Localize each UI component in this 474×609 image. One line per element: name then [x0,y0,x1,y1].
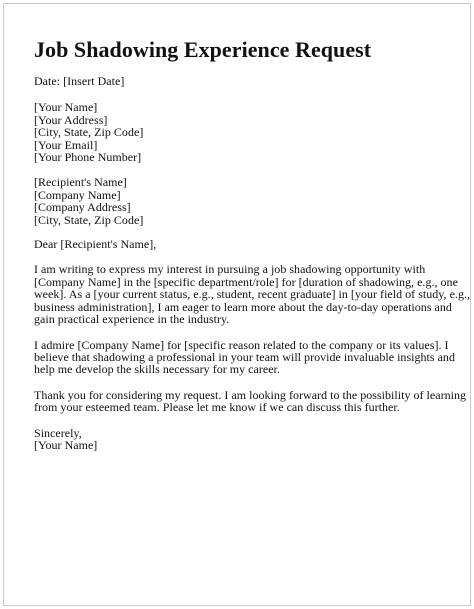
body-line: week]. As a [your current status, e.g., student, recent graduate] in [your field of study, e.g., [34,287,471,302]
body-line: I admire [Company Name] for [specific reason related to the company or its values]. I [34,337,449,352]
date-line: Date: [Insert Date] [34,74,125,88]
body-line: believe that shadowing a professional in your team will provide invaluable insights and [34,349,455,364]
body-line: from your esteemed team. Please let me know if we can discuss this further. [34,400,400,415]
letter-content [34,37,471,452]
letter-page [3,3,471,606]
closing-text: Sincerely, [34,425,82,440]
recipient-block [34,176,442,226]
body-line: Thank you for considering my request. I am looking forward to the possibility of learning [34,387,467,402]
sender-name: [Your Name] [34,100,98,115]
signature: [Your Name] [34,437,98,452]
body-line: I am writing to express my interest in pursuing a job shadowing opportunity with [34,262,426,277]
body-line: help me develop the skills necessary for my career. [34,362,280,377]
recipient-company: [Company Name] [34,187,121,202]
recipient-city: [City, State, Zip Code] [34,212,144,227]
salutation: Dear [Recipient's Name], [34,237,157,252]
sender-city: [City, State, Zip Code] [34,125,144,140]
recipient-address: [Company Address] [34,200,131,215]
body-line: gain practical experience in the industry. [34,312,230,327]
body-line: [Company Name] in the [specific department/role] for [duration of shadowing, e.g., one [34,274,458,289]
sender-address: [Your Address] [34,112,108,127]
body-line: business administration], I am eager to learn more about the day-to-day operations and [34,299,452,314]
recipient-name: [Recipient's Name] [34,175,127,190]
sender-email: [Your Email] [34,137,98,152]
sender-block [34,101,442,163]
closing-block [34,427,442,452]
body-paragraph-2 [34,337,455,377]
sender-phone: [Your Phone Number] [34,150,142,165]
body-paragraph-1 [34,262,471,327]
body-paragraph-3 [34,387,467,415]
letter-title: Job Shadowing Experience Request [34,37,372,62]
